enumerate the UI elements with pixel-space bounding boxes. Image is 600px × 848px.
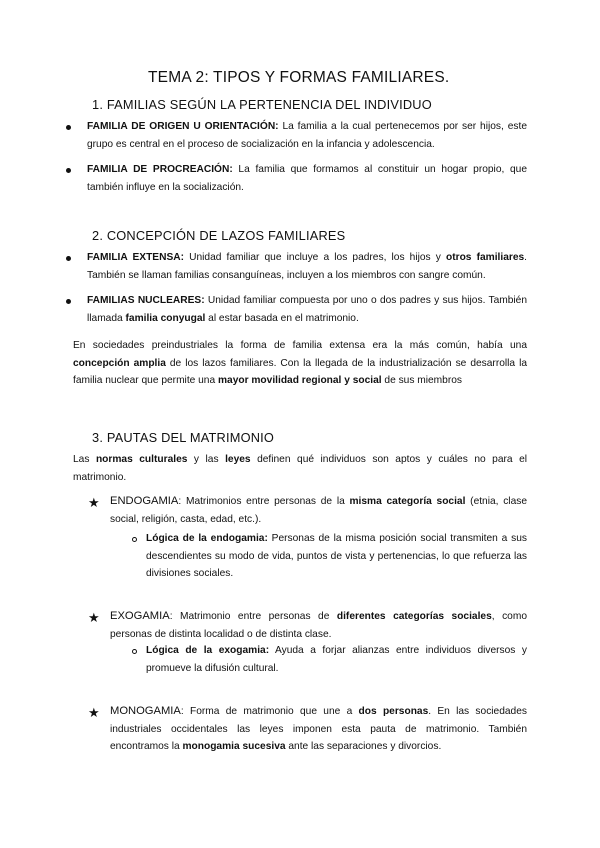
definition: La familia que formamos al constituir un hogar propio, que también influye en la socialización. [87,164,528,193]
section-2-heading: 2. CONCEPCIÓN DE LAZOS FAMILIARES [92,228,346,243]
bullet-icon [66,168,71,173]
section-1-heading: 1. FAMILIAS SEGÚN LA PERTENENCIA DEL INDIVIDUO [92,97,432,112]
sub-item-logica-exogamia: Lógica de la exogamia: Ayuda a forjar alianzas entre individuos diversos y promueve la difusión cultural. [146,645,527,674]
definition: La familia a la cual pertenecemos por ser hijos, este grupo es central en el proceso de socialización en la infancia y adolescencia. [87,121,527,150]
bullet-icon [66,256,71,261]
list-item-monogamia: MONOGAMIA: Forma de matrimonio que une a dos personas. En las sociedades industriales occidentales las leyes imponen esta pauta de matrimonio. También encontramos la monogamia sucesiva ante las separaciones y divorcios. [110,705,527,752]
bullet-icon [66,299,71,304]
sub-item-logica-endogamia: Lógica de la endogamia: Personas de la misma posición social transmiten a sus descendientes su modo de vida, puntos de vista y pertenencias, lo que refuerza las divisiones sociales. [146,533,527,579]
term: EXOGAMIA [110,610,170,622]
list-item-familia-extensa: FAMILIA EXTENSA: Unidad familiar que incluye a los padres, los hijos y otros familiares. También se llaman familias consanguíneas, incluyen a los miembros con sangre común. [87,252,527,281]
paragraph-preindustriales: En sociedades preindustriales la forma de familia extensa era la más común, había una concepción amplia de los lazos familiares. Con la llegada de la industrialización se desarrolla la familia nuclear que permite una mayor movilidad regional y social de sus miembros [73,340,528,386]
paragraph-normas: Las normas culturales y las leyes definen qué individuos son aptos y cuáles no para el matrimonio. [73,454,528,483]
term: FAMILIA EXTENSA: [87,252,185,263]
list-item-exogamia: EXOGAMIA: Matrimonio entre personas de diferentes categorías sociales, como personas de distinta localidad o de distinta clase. [110,610,527,640]
term: Lógica de la exogamia: [146,645,270,656]
list-item-endogamia: ENDOGAMIA: Matrimonios entre personas de la misma categoría social (etnia, clase social, religión, casta, edad, etc.). [110,495,528,525]
term: MONOGAMIA [110,705,181,717]
list-item-familia-origen [87,118,527,153]
term: FAMILIAS NUCLEARES: [87,295,205,306]
list-item-familia-procreacion [87,161,527,196]
term: FAMILIA DE PROCREACIÓN: [87,164,233,175]
circle-bullet-icon [132,649,137,654]
page-title: TEMA 2: TIPOS Y FORMAS FAMILIARES. [148,69,450,86]
term: Lógica de la endogamia: [146,533,268,544]
bullet-icon [66,125,71,130]
star-icon: ★ [88,610,100,625]
term: FAMILIA DE ORIGEN U ORIENTACIÓN: [87,121,279,132]
section-3-heading: 3. PAUTAS DEL MATRIMONIO [92,430,275,445]
circle-bullet-icon [132,537,137,542]
star-icon: ★ [88,705,100,720]
list-item-familias-nucleares: FAMILIAS NUCLEARES: Unidad familiar compuesta por uno o dos padres y sus hijos. También llamada familia conyugal al estar basada en el matrimonio. [87,295,528,324]
star-icon: ★ [88,495,100,510]
term: ENDOGAMIA [110,495,179,507]
